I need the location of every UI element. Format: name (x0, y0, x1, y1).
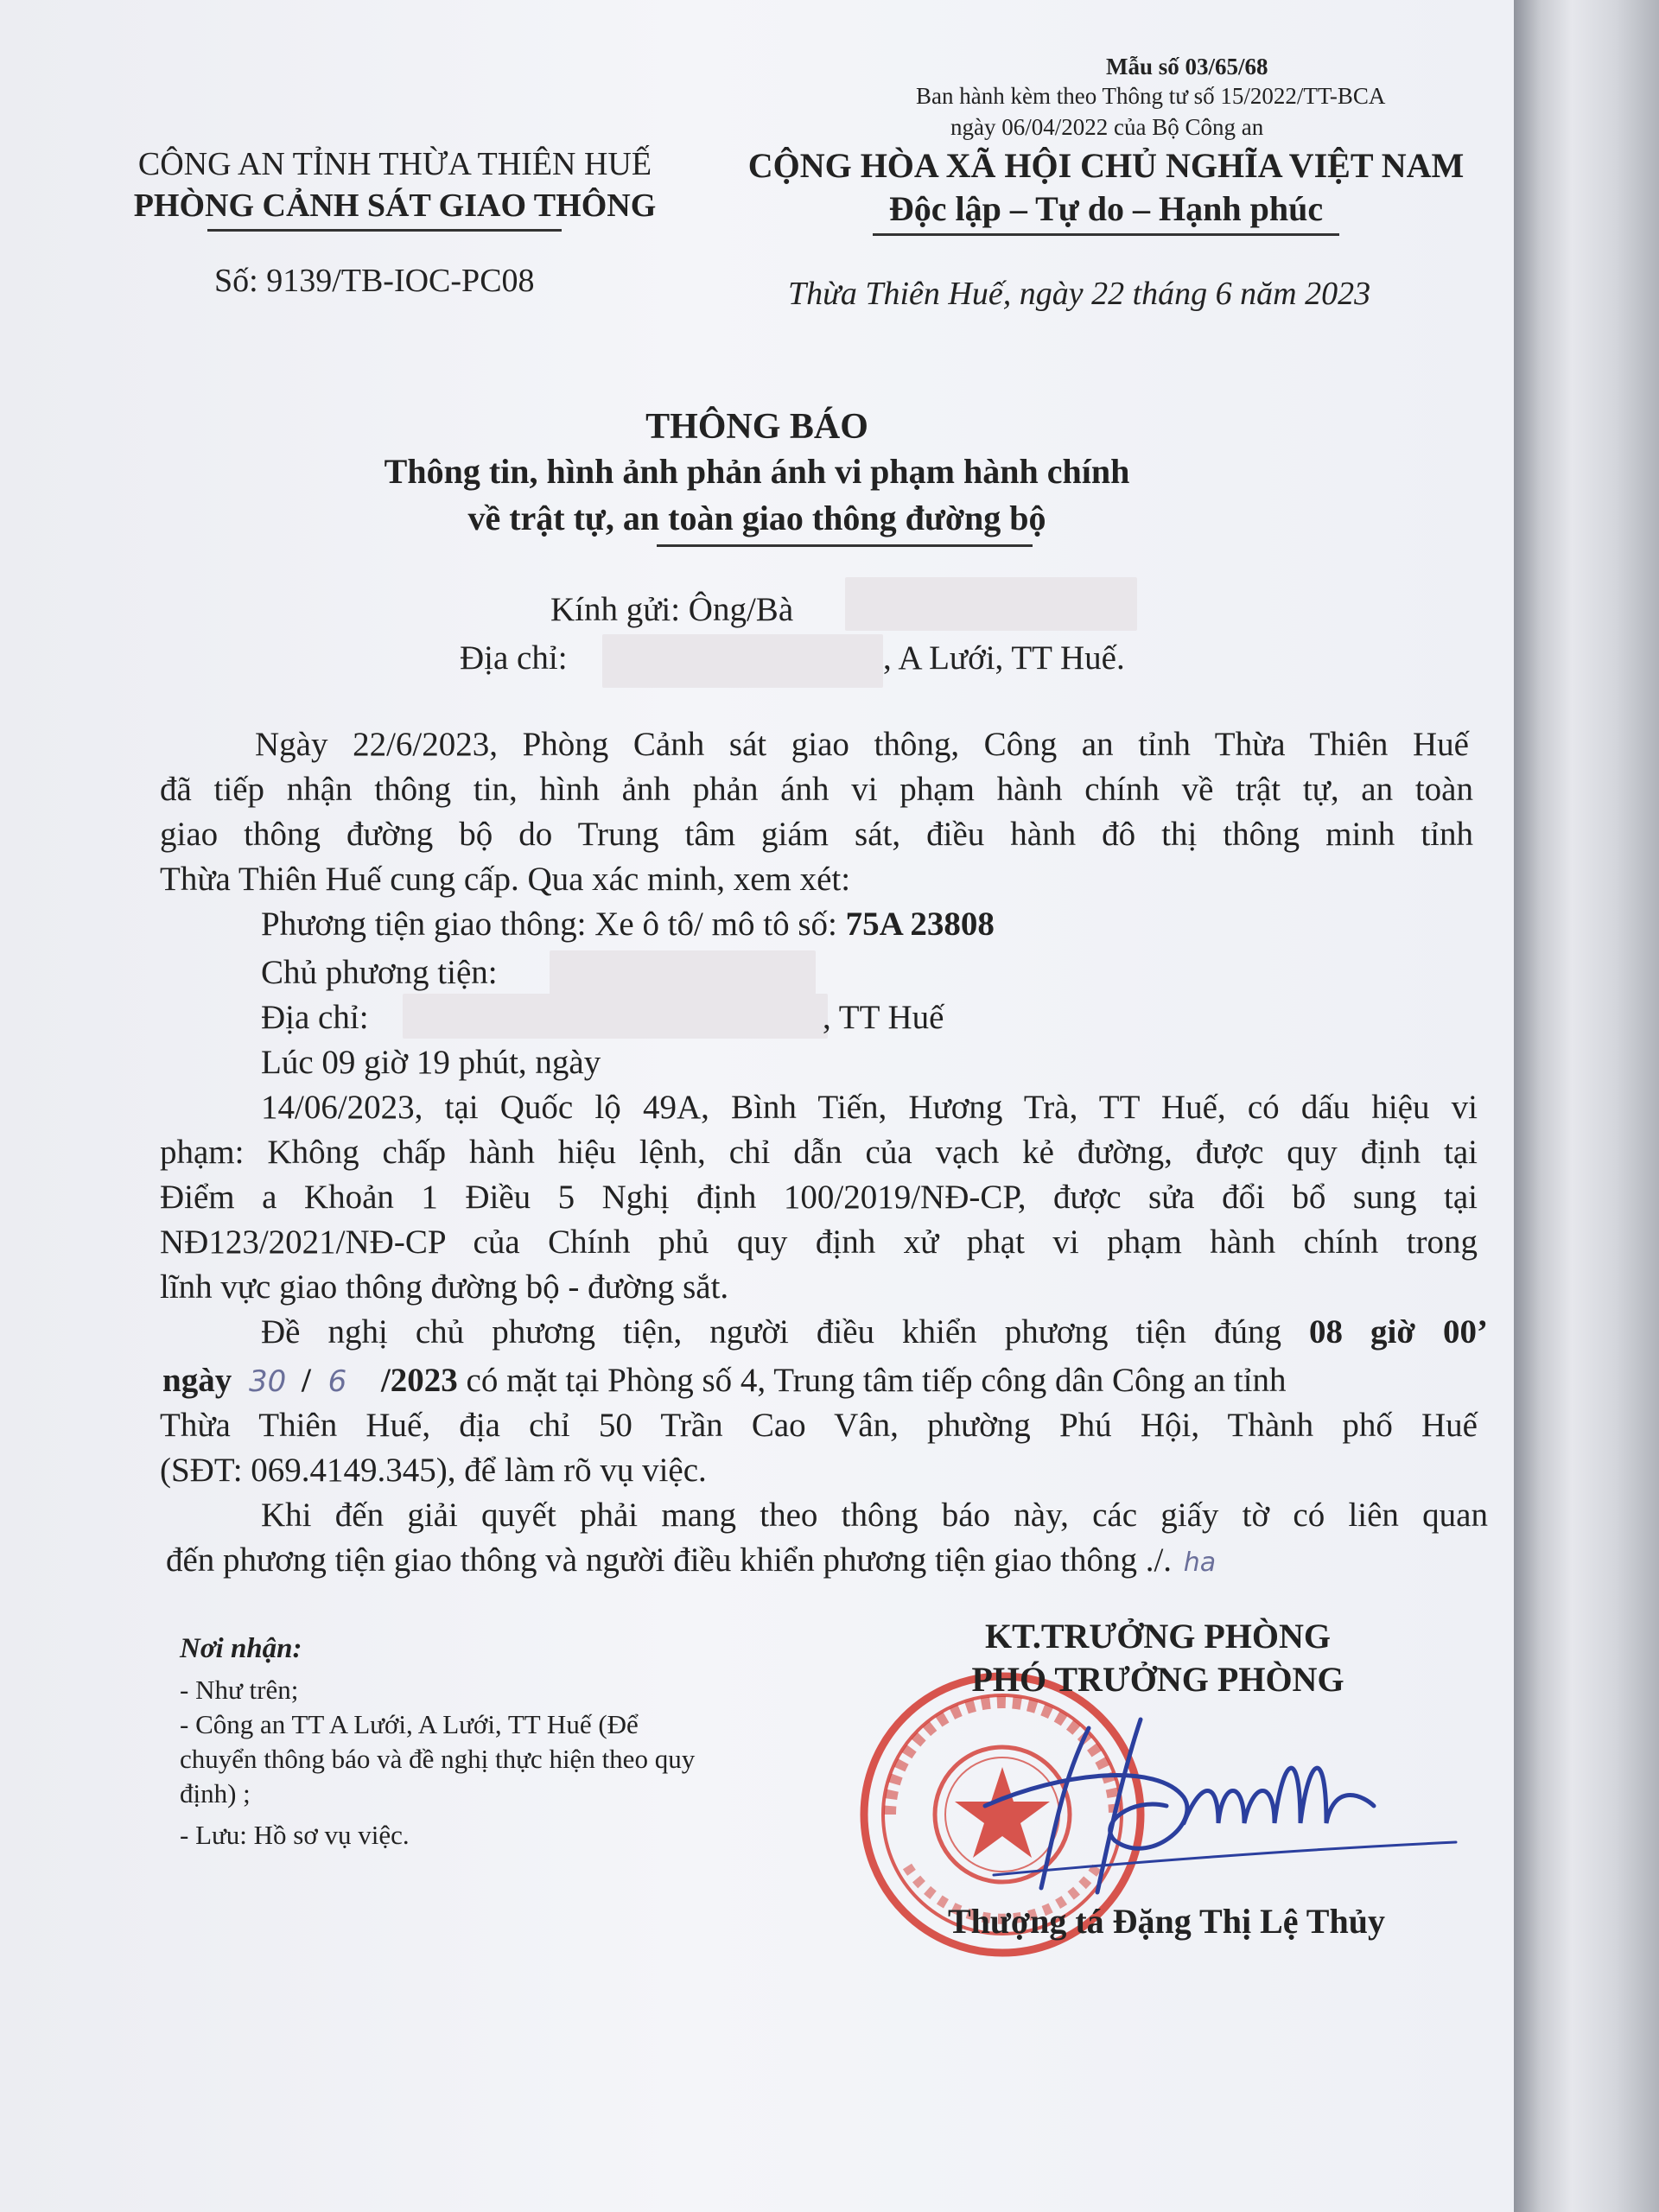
handwritten-initials: ha (1183, 1548, 1217, 1578)
paragraph-1-line-1: Ngày 22/6/2023, Phòng Cảnh sát giao thông, Công an tỉnh Thừa Thiên Huế (255, 726, 1469, 763)
recipient-item: chuyển thông báo và đề nghị thực hiện theo quy (180, 1744, 696, 1774)
national-motto: Độc lập – Tự do – Hạnh phúc (888, 189, 1324, 228)
appointment-time: 08 giờ 00’ (1309, 1313, 1488, 1351)
signature-title-2: PHÓ TRƯỞNG PHÒNG (971, 1660, 1344, 1699)
paragraph-1-line-2: đã tiếp nhận thông tin, hình ảnh phản ánh vi phạm hành chính về trật tự, an toàn (160, 771, 1473, 808)
national-title: CỘNG HÒA XÃ HỘI CHỦ NGHĨA VIỆT NAM (747, 146, 1465, 185)
violation-line-4: NĐ123/2021/NĐ-CP của Chính phủ quy định xử phạt vi phạm hành chính trong (160, 1224, 1478, 1261)
signature-title-1: KT.TRƯỞNG PHÒNG (985, 1617, 1331, 1656)
handwritten-day: 30 (248, 1364, 287, 1399)
handwritten-signature (959, 1702, 1469, 1910)
redacted-name (845, 577, 1137, 631)
request-line-4: (SĐT: 069.4149.345), để làm rõ vụ việc. (160, 1452, 707, 1489)
recipient-item: - Lưu: Hồ sơ vụ việc. (180, 1820, 410, 1850)
vehicle-line (261, 902, 995, 947)
redacted-address (602, 634, 883, 688)
violation-line-3: Điểm a Khoản 1 Điều 5 Nghị định 100/2019/NĐ-CP, được sửa đổi bổ sung tại (160, 1179, 1478, 1216)
license-plate: 75A 23808 (845, 906, 995, 943)
paragraph-1-line-4: Thừa Thiên Huế cung cấp. Qua xác minh, xem xét: (160, 861, 851, 898)
document-subtitle-line2: về trật tự, an toàn giao thông đường bộ (467, 499, 1046, 537)
place-and-date: Thừa Thiên Huế, ngày 22 tháng 6 năm 2023 (788, 276, 1371, 312)
handwritten-month: 6 (327, 1364, 347, 1399)
redacted-owner-address (403, 994, 828, 1039)
owner-address-label: Địa chỉ: (261, 999, 369, 1036)
bring-docs-line-2 (166, 1538, 1216, 1586)
owner-address-suffix: , TT Huế (823, 999, 944, 1036)
request-line-2 (162, 1358, 1287, 1404)
bring-docs-text: đến phương tiện giao thông và người điều khiển phương tiện giao thông ./. (166, 1541, 1173, 1579)
issuing-circular: Ban hành kèm theo Thông tư số 15/2022/TT-BCA (916, 83, 1386, 109)
violation-line-1: 14/06/2023, tại Quốc lộ 49A, Bình Tiến, Hương Trà, TT Huế, có dấu hiệu vi (261, 1089, 1478, 1126)
recipient-item: định) ; (180, 1778, 251, 1808)
request-line-3: Thừa Thiên Huế, địa chỉ 50 Trần Cao Vân, phường Phú Hội, Thành phố Huế (160, 1407, 1478, 1444)
violation-line-5: lĩnh vực giao thông đường bộ - đường sắt. (160, 1268, 729, 1306)
document-title: THÔNG BÁO (645, 407, 868, 447)
violation-time: Lúc 09 giờ 19 phút, ngày (261, 1044, 601, 1081)
recipient-item: - Như trên; (180, 1675, 299, 1705)
signer-name: Thượng tá Đặng Thị Lệ Thủy (948, 1902, 1385, 1941)
agency-parent: CÔNG AN TỈNH THỪA THIÊN HUẾ (137, 146, 652, 182)
vehicle-label: Phương tiện giao thông: Xe ô tô/ mô tô số: (261, 906, 846, 943)
document-number: Số: 9139/TB-IOC-PC08 (214, 263, 535, 299)
appointment-day-label: ngày (162, 1362, 232, 1399)
redacted-owner (550, 950, 816, 995)
request-location: có mặt tại Phòng số 4, Trung tâm tiếp công dân Công an tỉnh (457, 1362, 1287, 1399)
appointment-year: /2023 (380, 1362, 458, 1399)
date-slash: / (301, 1362, 311, 1399)
form-number: Mẫu số 03/65/68 (1106, 54, 1268, 79)
agency-unit: PHÒNG CẢNH SÁT GIAO THÔNG (133, 188, 657, 224)
page-stack-edge (1514, 0, 1659, 2212)
owner-label: Chủ phương tiện: (261, 954, 498, 991)
agency-underline (207, 229, 562, 232)
bring-docs-line-1: Khi đến giải quyết phải mang theo thông báo này, các giấy tờ có liên quan (261, 1497, 1488, 1534)
request-line-1 (261, 1310, 1488, 1355)
addressee-address-suffix: , A Lưới, TT Huế. (883, 639, 1125, 677)
title-underline (657, 544, 1033, 547)
addressee-address-label: Địa chỉ: (460, 639, 568, 677)
addressee-greeting: Kính gửi: Ông/Bà (550, 591, 794, 628)
recipient-item: - Công an TT A Lưới, A Lưới, TT Huế (Để (180, 1709, 639, 1739)
violation-line-2: phạm: Không chấp hành hiệu lệnh, chỉ dẫn của vạch kẻ đường, được quy định tại (160, 1134, 1478, 1171)
recipients-heading: Nơi nhận: (180, 1633, 302, 1664)
document-subtitle-line1: Thông tin, hình ảnh phản ánh vi phạm hành chính (384, 452, 1130, 491)
motto-underline (873, 233, 1339, 236)
issuing-circular-date: ngày 06/04/2022 của Bộ Công an (950, 114, 1264, 140)
request-text: Đề nghị chủ phương tiện, người điều khiển phương tiện đúng (261, 1313, 1310, 1351)
paragraph-1-line-3: giao thông đường bộ do Trung tâm giám sát, điều hành đô thị thông minh tỉnh (160, 816, 1473, 853)
